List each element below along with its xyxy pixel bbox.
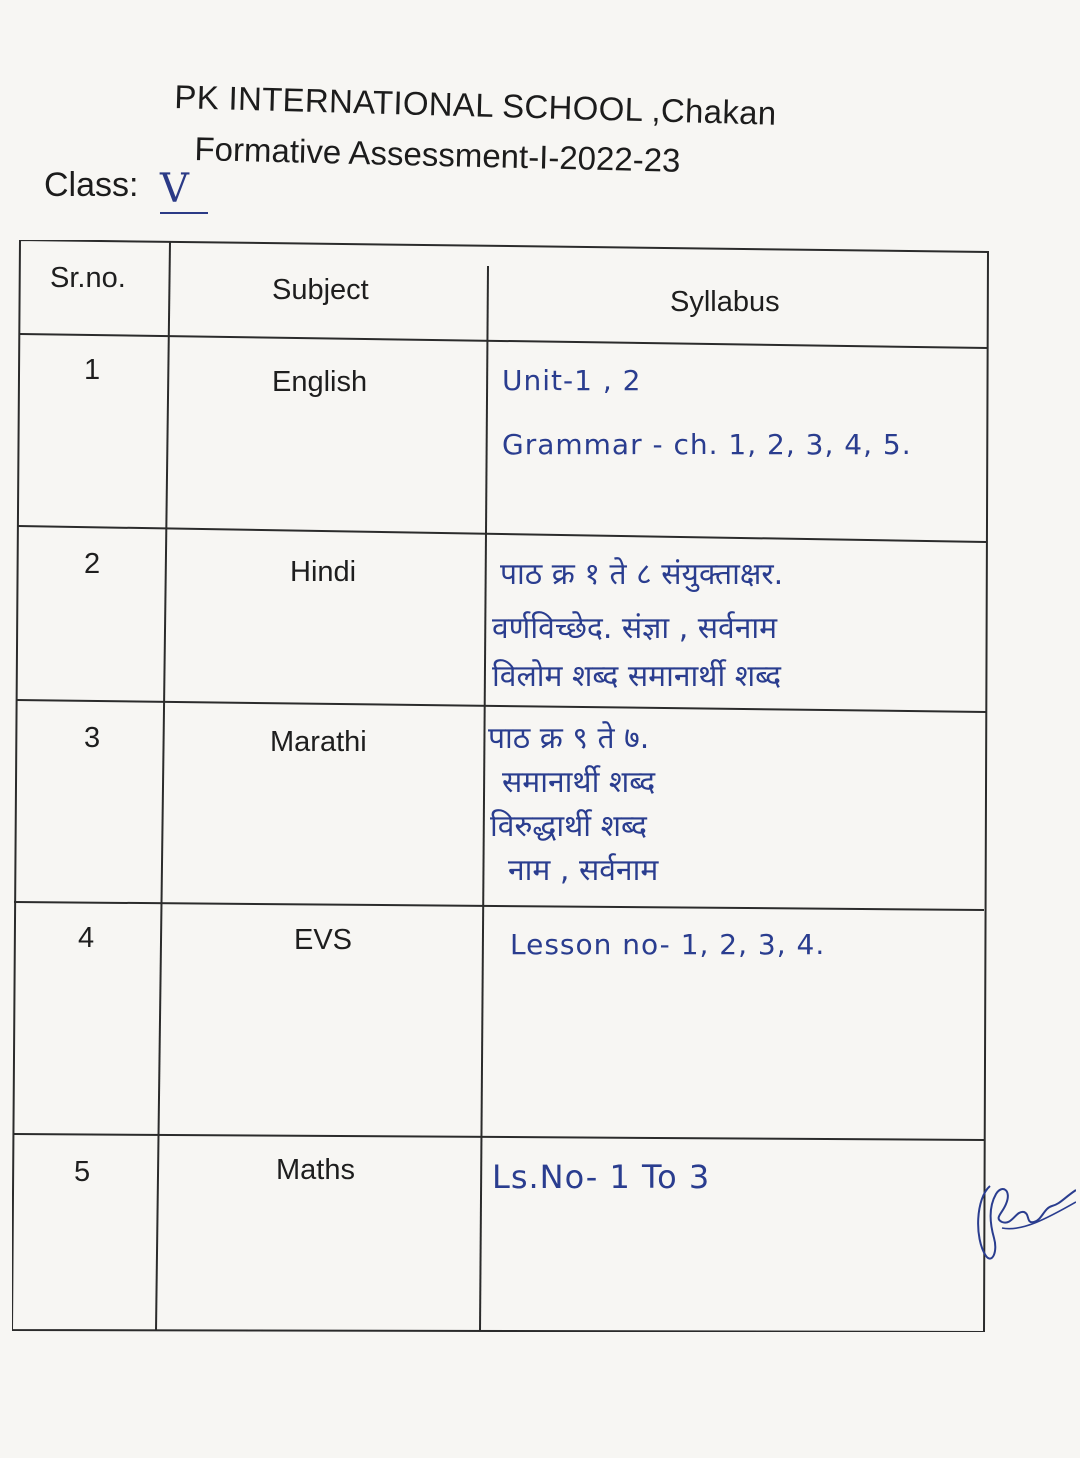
row-1-subject: English [272,366,368,398]
class-label: Class: [44,166,139,204]
row-4-srno: 4 [78,922,95,954]
signature [972,1168,1076,1273]
class-value: V [160,166,189,212]
exam-title: Formative Assessment-I-2022-23 [194,130,681,179]
row-4-syllabus-line-1: Lesson no- 1, 2, 3, 4. [510,928,826,961]
row-5-subject: Maths [276,1154,355,1186]
row-3-syllabus-line-2: समानार्थी शब्द [502,765,656,800]
column-header-srno: Sr.no. [50,262,126,294]
row-1-syllabus-line-1: Unit-1 , 2 [502,364,642,397]
syllabus-table [12,240,990,1332]
row-2-syllabus-line-3: विलोम शब्द समानार्थी शब्द [492,659,782,694]
school-name: PK INTERNATIONAL SCHOOL ,Chakan [173,78,778,132]
column-header-syllabus: Syllabus [670,286,780,318]
class-underline [160,212,208,214]
row-4-subject: EVS [294,924,353,956]
row-3-syllabus-line-4: नाम , सर्वनाम [508,853,659,888]
row-5-syllabus-line-1: Ls.No- 1 To 3 [492,1158,711,1196]
row-1-syllabus-line-2: Grammar - ch. 1, 2, 3, 4, 5. [502,428,912,461]
row-2-srno: 2 [84,548,101,580]
row-2-syllabus-line-2: वर्णविच्छेद. संज्ञा , सर्वनाम [492,611,778,646]
row-2-subject: Hindi [290,556,357,588]
row-1-srno: 1 [84,354,101,386]
row-3-subject: Marathi [270,726,367,758]
row-3-syllabus-line-1: पाठ क्र ९ ते ७. [488,721,650,756]
row-2-syllabus-line-1: पाठ क्र १ ते ८ संयुक्ताक्षर. [500,557,784,592]
row-3-syllabus-line-3: विरुद्धार्थी शब्द [490,809,647,844]
row-5-srno: 5 [74,1156,91,1188]
row-3-srno: 3 [84,722,101,754]
column-header-subject: Subject [272,274,369,306]
